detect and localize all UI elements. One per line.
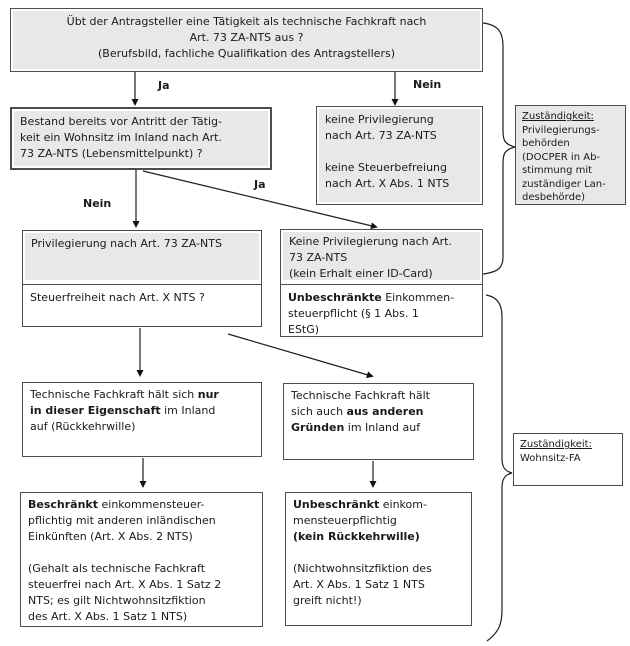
- node-question-fachkraft: [10, 8, 483, 72]
- brace-wohnsitz-fa: [486, 295, 512, 641]
- node-beschraenkt: [20, 492, 263, 627]
- annotation-privilegierungsbehoerden-title: Zuständigkeit:: [522, 111, 594, 122]
- brace-privilegierungsbehoerden: [483, 23, 515, 274]
- node-privilegierung-bottom: Steuerfreiheit nach Art. X NTS ?: [30, 291, 205, 304]
- node-privilegierung-top: [23, 233, 261, 285]
- node-unbeschraenkt-text: Unbeschränkt einkom- mensteuerpflichtig (kein Rückkehrwille) (Nichtwohnsitzfiktion des Art. X Abs. 1 Satz 1 NTS greift nicht!): [293, 498, 432, 607]
- edge-label-ja-diagonal: Ja: [254, 178, 266, 191]
- node-keine-privilegierung-ja-bottom: Unbeschränkte Einkommen- steuerpflicht (§ 1 Abs. 1 EStG): [288, 291, 455, 336]
- node-question-fachkraft-text: Übt der Antragsteller eine Tätigkeit als technische Fachkraft nach Art. 73 ZA-NTS aus ? (Berufsbild, fachliche Qualifikation des Antragstellers): [13, 11, 480, 69]
- node-privilegierung: [22, 230, 262, 327]
- node-privilegierung-top-text: Privilegierung nach Art. 73 ZA-NTS: [25, 233, 259, 280]
- annotation-wohnsitz-fa-text: Wohnsitz-FA: [520, 452, 581, 464]
- node-keine-privilegierung-ja: [280, 229, 483, 337]
- node-aufenthalt-nur: [22, 382, 262, 457]
- annotation-privilegierungsbehoerden: [515, 105, 626, 205]
- node-beschraenkt-text: Beschränkt einkommensteuer- pflichtig mit anderen inländischen Einkünften (Art. X Abs. 2 NTS) (Gehalt als technische Fachkraft steuerfrei nach Art. X Abs. 1 Satz 2 NTS; es gilt Nichtwohnsitzfiktion des Art. X Abs. 1 Satz 1 NTS): [28, 498, 222, 623]
- annotation-wohnsitz-fa: [513, 433, 623, 486]
- edge-label-ja-top: Ja: [158, 79, 170, 92]
- annotation-privilegierungsbehoerden-text: Privilegierungs- behörden (DOCPER in Ab- stimmung mit zuständiger Lan- desbehörde): [522, 124, 606, 203]
- edge-label-nein-top: Nein: [413, 78, 442, 91]
- edge-label-nein-left: Nein: [83, 197, 112, 210]
- node-aufenthalt-andere: [283, 383, 474, 460]
- node-keine-privilegierung-ja-top: [281, 232, 482, 285]
- node-keine-privilegierung-ja-top-text: Keine Privilegierung nach Art. 73 ZA-NTS (kein Erhalt einer ID-Card): [283, 232, 480, 280]
- node-keine-privilegierung-nein: [316, 106, 483, 205]
- node-aufenthalt-nur-text: Technische Fachkraft hält sich nur in dieser Eigenschaft im Inland auf (Rückkehrwille): [30, 388, 219, 433]
- node-aufenthalt-andere-text: Technische Fachkraft hält sich auch aus anderen Gründen im Inland auf: [291, 389, 430, 434]
- node-question-wohnsitz-text: Bestand bereits vor Antritt der Tätig- keit ein Wohnsitz im Inland nach Art. 73 ZA-NTS (Lebensmittelpunkt) ?: [14, 111, 268, 166]
- node-question-wohnsitz: [10, 107, 272, 170]
- node-unbeschraenkt: [285, 492, 472, 626]
- node-keine-privilegierung-nein-text: keine Privilegierung nach Art. 73 ZA-NTS keine Steuerbefreiung nach Art. X Abs. 1 NTS: [319, 109, 480, 202]
- annotation-wohnsitz-fa-title: Zuständigkeit:: [520, 439, 592, 450]
